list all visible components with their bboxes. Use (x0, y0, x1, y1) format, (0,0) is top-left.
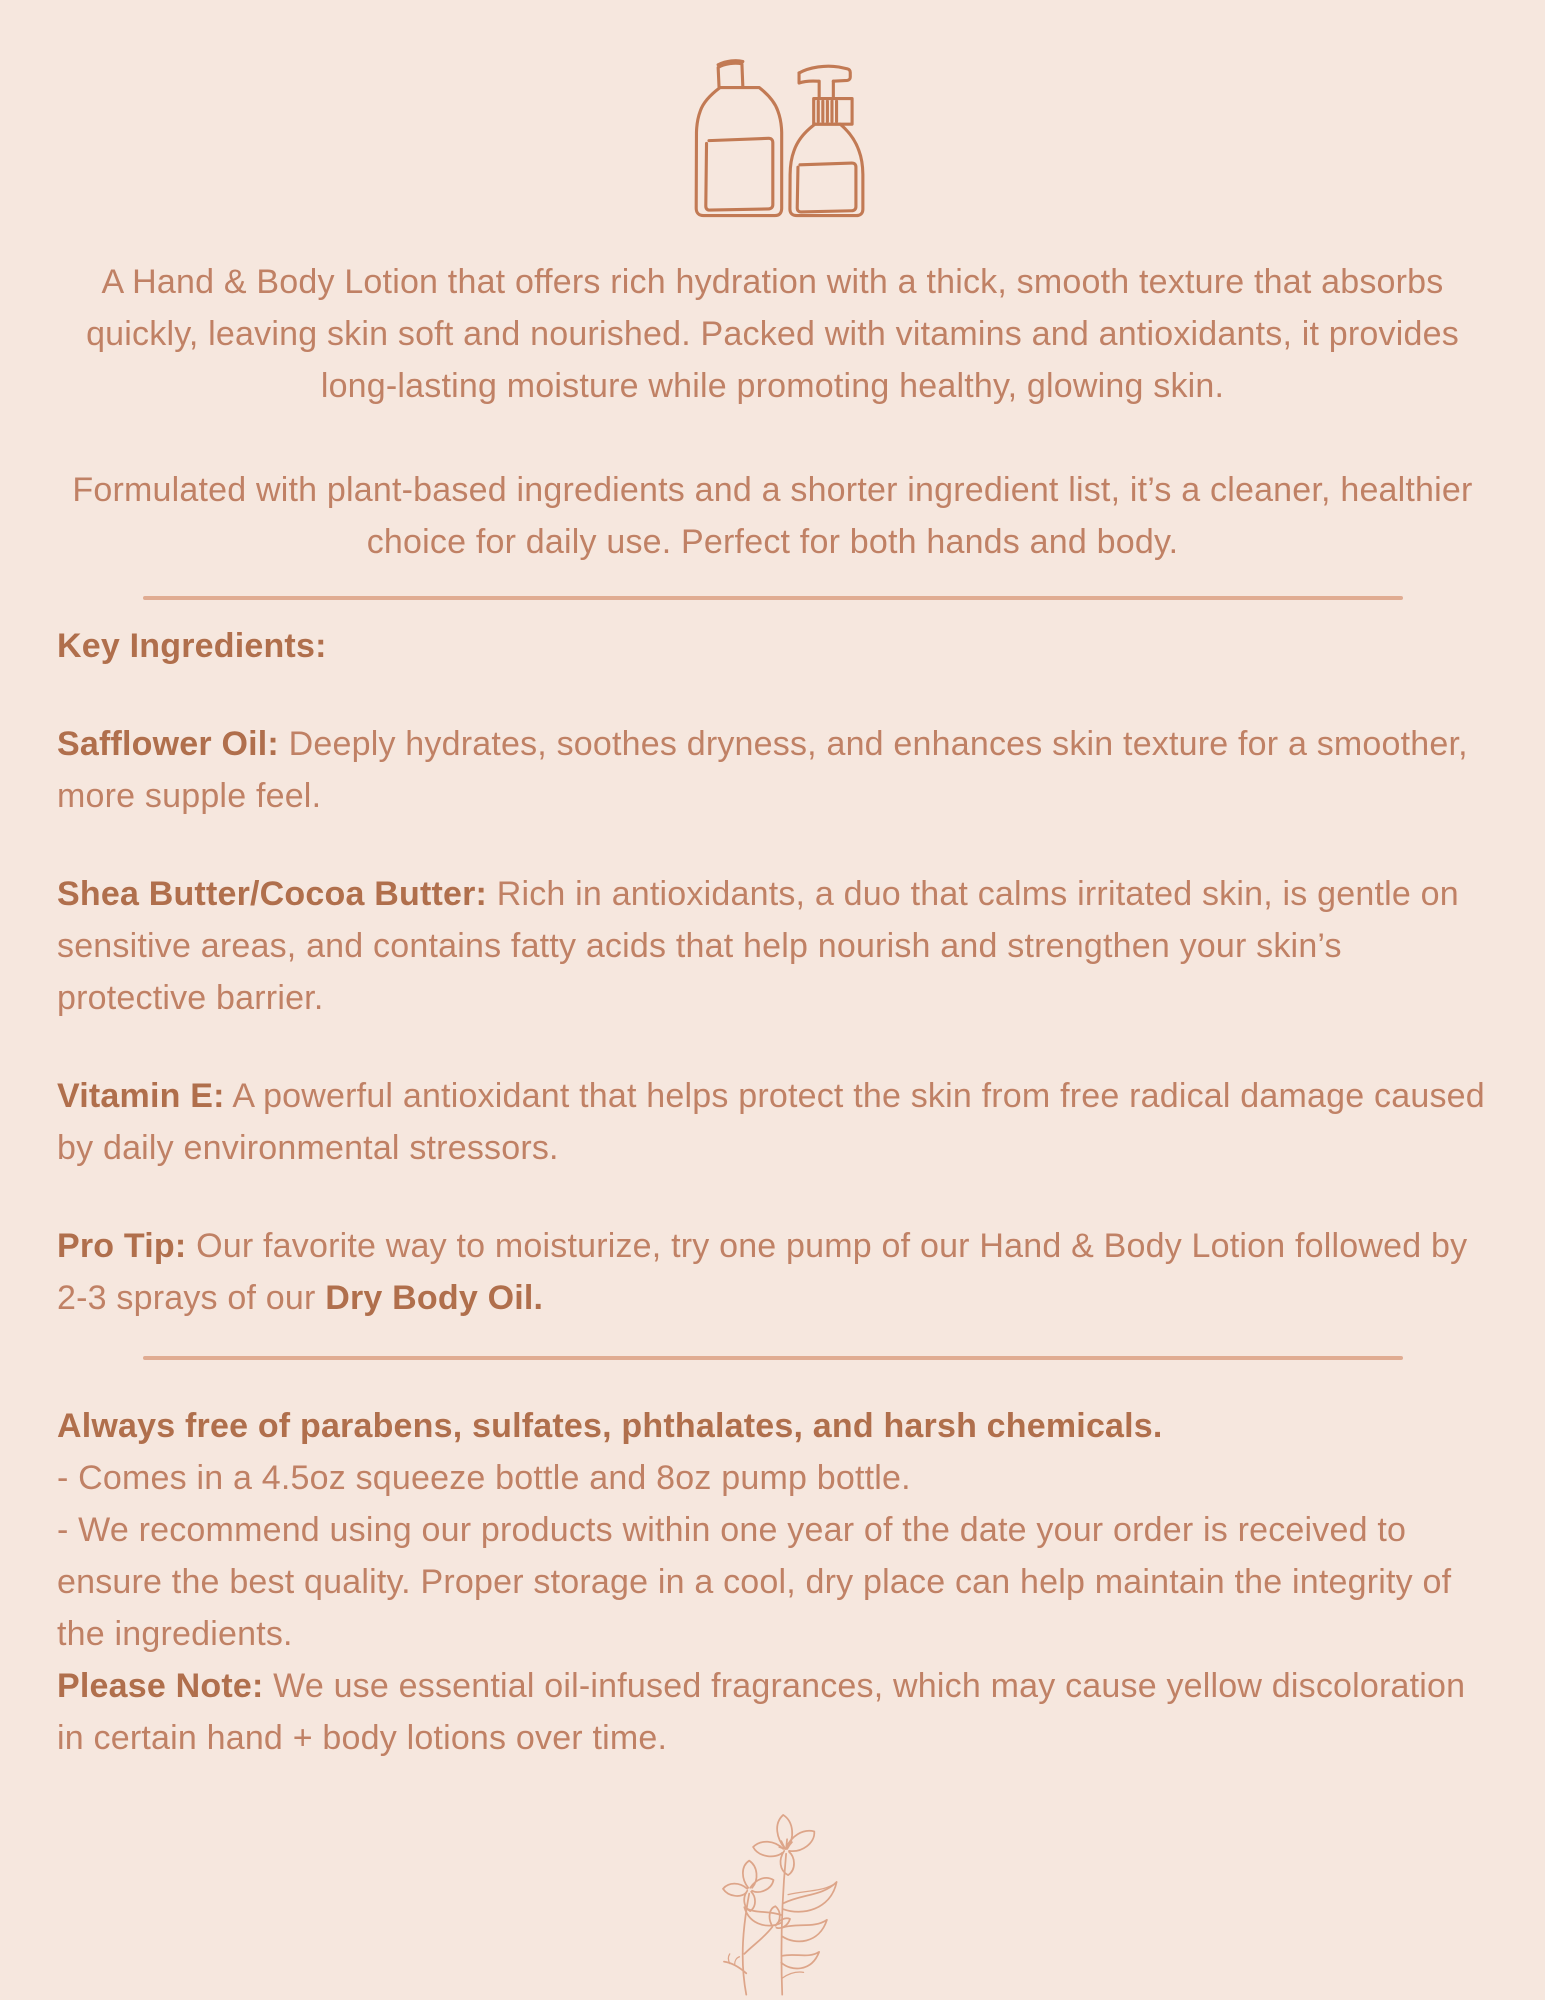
please-note-text: We use essential oil-infused fragrances, which may cause yellow discoloration in certain hand + body lotions over time. (57, 1667, 1466, 1757)
ingredient-description: A powerful antioxidant that helps protect the skin from free radical damage caused by daily environmental stressors. (57, 1077, 1485, 1167)
note-discoloration (57, 1660, 1488, 1764)
free-of-statement (57, 1400, 1488, 1452)
notes-section (57, 1400, 1488, 1764)
pro-tip (57, 1220, 1488, 1324)
note-shelf-life: - We recommend using our products within one year of the date your order is received to ensure the best quality. Proper storage in a cool, dry place can help maintain the integrity of the ingredients. (57, 1511, 1452, 1653)
ingredient-safflower-oil (57, 718, 1488, 822)
content-area (0, 30, 1545, 1998)
free-of-text: Always free of parabens, sulfates, phthalates, and harsh chemicals. (57, 1407, 1163, 1445)
ingredient-shea-cocoa-butter (57, 868, 1488, 1024)
please-note-label: Please Note: (57, 1667, 264, 1705)
ingredient-vitamin-e (57, 1070, 1488, 1174)
ingredient-description: Rich in antioxidants, a duo that calms irritated skin, is gentle on sensitive areas, and contains fatty acids that help nourish and strengthen your skin’s protective barrier. (57, 875, 1459, 1017)
wildflower-icon (688, 1798, 858, 1998)
pro-tip-text: Our favorite way to moisturize, try one pump of our Hand & Body Lotion followed by 2-3 sprays of our (57, 1227, 1468, 1317)
ingredient-name: Shea Butter/Cocoa Butter: (57, 875, 488, 913)
note-bottle-sizes: - Comes in a 4.5oz squeeze bottle and 8oz pump bottle. (57, 1459, 911, 1497)
footer-illustration (57, 1798, 1488, 1998)
intro-paragraph-1: A Hand & Body Lotion that offers rich hydration with a thick, smooth texture that absorbs quickly, leaving skin soft and nourished. Packed with vitamins and antioxidants, it provides long-lasting moisture while promoting healthy, glowing skin. (86, 263, 1459, 405)
header-illustration (57, 30, 1488, 222)
key-ingredients-heading: Key Ingredients: (57, 627, 327, 665)
ingredient-description: Deeply hydrates, soothes dryness, and enhances skin texture for a smoother, more supple feel. (57, 725, 1468, 815)
pro-tip-highlight: Dry Body Oil. (325, 1279, 544, 1317)
lotion-bottles-icon (680, 30, 866, 222)
divider-bottom (143, 1356, 1403, 1360)
divider-top (143, 596, 1403, 600)
ingredient-name: Safflower Oil: (57, 725, 279, 763)
ingredient-name: Vitamin E: (57, 1077, 225, 1115)
pro-tip-label: Pro Tip: (57, 1227, 187, 1265)
intro-paragraph-2: Formulated with plant-based ingredients and a shorter ingredient list, it’s a cleaner, healthier choice for daily use. Perfect for both hands and body. (72, 471, 1473, 561)
